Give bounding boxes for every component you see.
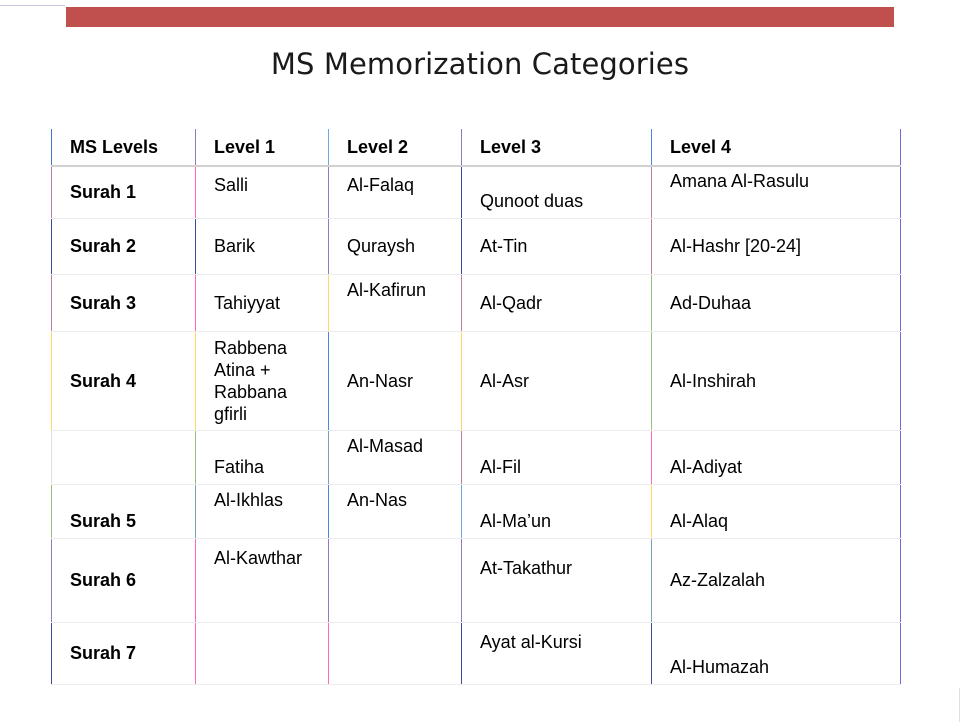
header-level-3: Level 3 [462,129,652,166]
table-row [52,331,901,430]
cell-level-4: Ad-Duhaa [652,274,901,331]
slide-corner-line [0,5,65,6]
cell-level-3: Al-Fil [462,430,652,484]
cell-level-4: Az-Zalzalah [652,538,901,622]
cell-level-2 [329,622,462,684]
cell-level-4: Al-Alaq [652,484,901,538]
accent-bar [66,7,894,27]
cell-level-1: Al-Ikhlas [196,484,329,538]
header-level-4: Level 4 [652,129,901,166]
table-row [52,484,901,538]
cell-level-3: At-Takathur [462,538,652,622]
table-header-row [52,129,901,166]
cell-level-4: Al-Humazah [652,622,901,684]
cell-level-3: Al-Ma’un [462,484,652,538]
row-label-surah-5: Surah 5 [52,484,196,538]
cell-level-4: Al-Inshirah [652,331,901,430]
row-label-surah-6: Surah 6 [52,538,196,622]
row-label-surah-2: Surah 2 [52,218,196,274]
cell-level-2 [329,538,462,622]
cell-level-1: Salli [196,166,329,218]
cell-level-2: Al-Masad [329,430,462,484]
cell-level-3: At-Tin [462,218,652,274]
cell-level-3: Al-Qadr [462,274,652,331]
row-label-surah-1: Surah 1 [52,166,196,218]
row-label-surah-3: Surah 3 [52,274,196,331]
table-row [52,622,901,684]
header-ms-levels: MS Levels [52,129,196,166]
slide-title: MS Memorization Categories [270,47,690,81]
cell-level-1: Barik [196,218,329,274]
cell-level-3: Al-Asr [462,331,652,430]
cell-level-1: Al-Kawthar [196,538,329,622]
row-label-surah-4: Surah 4 [52,331,196,430]
cell-level-4: Amana Al-Rasulu [652,166,901,218]
cell-level-3: Ayat al-Kursi [462,622,652,684]
cell-level-2: Al-Falaq [329,166,462,218]
header-level-2: Level 2 [329,129,462,166]
cell-level-4: Al-Adiyat [652,430,901,484]
cell-level-2: An-Nasr [329,331,462,430]
header-level-1: Level 1 [196,129,329,166]
categories-table [51,129,901,685]
categories-table-wrap [51,129,901,685]
scrollbar-edge [959,688,960,722]
row-label-empty [52,430,196,484]
cell-level-2: Al-Kafirun [329,274,462,331]
cell-level-4: Al-Hashr [20-24] [652,218,901,274]
table-row [52,166,901,218]
cell-level-3: Qunoot duas [462,166,652,218]
row-label-surah-7: Surah 7 [52,622,196,684]
cell-level-2: Quraysh [329,218,462,274]
cell-level-2: An-Nas [329,484,462,538]
table-row [52,218,901,274]
table-row [52,430,901,484]
cell-level-1: Fatiha [196,430,329,484]
cell-level-1: Tahiyyat [196,274,329,331]
table-row [52,538,901,622]
table-row [52,274,901,331]
cell-level-1: Rabbena Atina + Rabbana gfirli [196,331,329,430]
cell-level-1 [196,622,329,684]
